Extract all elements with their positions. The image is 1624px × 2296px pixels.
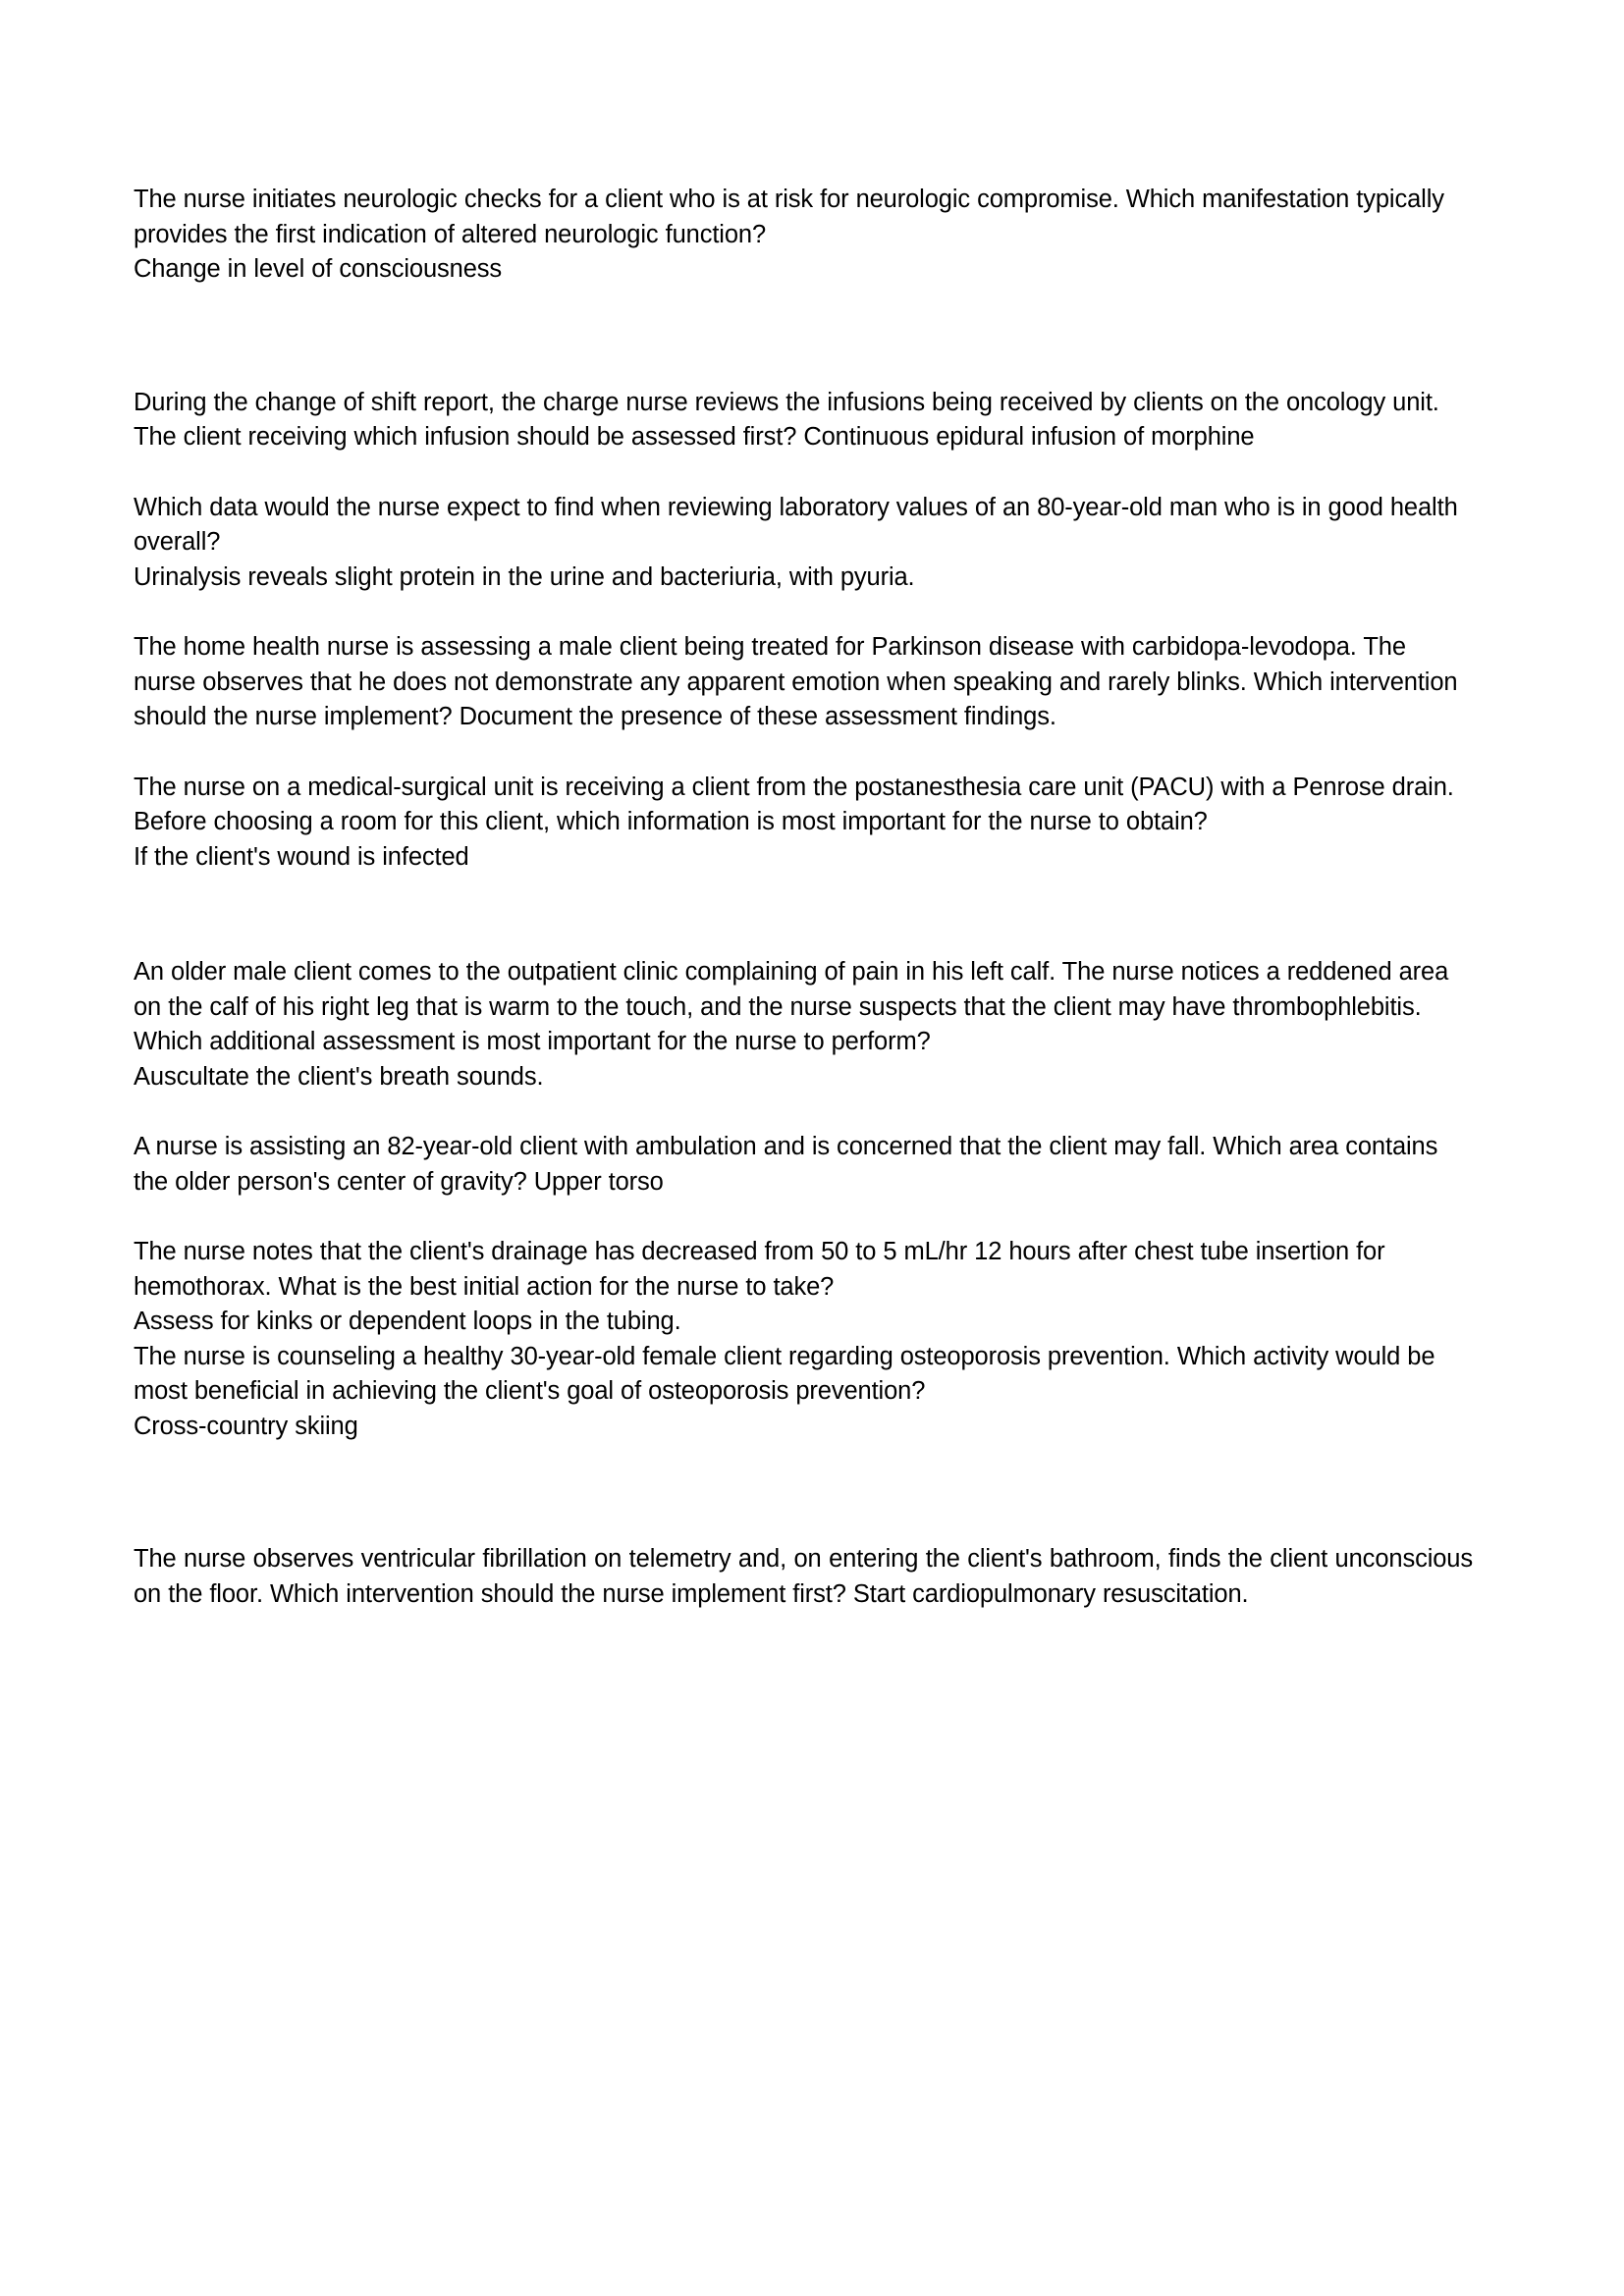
paragraph-spacer — [134, 1444, 1473, 1542]
paragraph-osteoporosis-question: The nurse is counseling a healthy 30-year-old female client regarding osteoporosis prevention. Which activity would be most beneficial in achieving the client's goal of osteoporosis prevention? — [134, 1342, 1435, 1405]
paragraph-thrombophlebitis-question: An older male client comes to the outpatient clinic complaining of pain in his left calf. The nurse notices a reddened area on the calf of his right leg that is warm to the touch, and the nurse suspects that the client may have thrombophlebitis. Which additional assessment is most important for the nurse to perform? — [134, 958, 1449, 1055]
paragraph-oncology-infusion: During the change of shift report, the charge nurse reviews the infusions being received by clients on the oncology unit. The client receiving which infusion should be assessed first? Continuous epidural infusion of morphine — [134, 388, 1439, 451]
document-text-column — [134, 183, 1473, 1612]
paragraph-thrombophlebitis-answer: Auscultate the client's breath sounds. — [134, 1062, 544, 1091]
paragraph-spacer — [134, 1200, 1473, 1235]
paragraph-ventricular-fibrillation: The nurse observes ventricular fibrillation on telemetry and, on entering the client's bathroom, finds the client unconscious on the floor. Which intervention should the nurse implement first? Start cardiopulmonary resuscitation. — [134, 1545, 1473, 1608]
paragraph-neuro-checks-question: The nurse initiates neurologic checks for a client who is at risk for neurologic compromise. Which manifestation typically provides the first indication of altered neurologic function? — [134, 186, 1444, 248]
paragraph-spacer — [134, 288, 1473, 386]
paragraph-spacer — [134, 875, 1473, 955]
paragraph-lab-values-answer: Urinalysis reveals slight protein in the urine and bacteriuria, with pyuria. — [134, 562, 915, 591]
paragraph-neuro-checks-answer: Change in level of consciousness — [134, 255, 503, 283]
paragraph-lab-values-question: Which data would the nurse expect to find when reviewing laboratory values of an 80-year-old man who is in good health overall? — [134, 493, 1458, 556]
paragraph-chest-tube-question: The nurse notes that the client's drainage has decreased from 50 to 5 mL/hr 12 hours after chest tube insertion for hemothorax. What is the best initial action for the nurse to take? — [134, 1238, 1385, 1301]
paragraph-parkinson: The home health nurse is assessing a male client being treated for Parkinson disease with carbidopa-levodopa. The nurse observes that he does not demonstrate any apparent emotion when speaking and rarely blinks. Which intervention should the nurse implement? Document the presence of these assessment findings. — [134, 633, 1458, 730]
paragraph-pacu-penrose-question: The nurse on a medical-surgical unit is receiving a client from the postanesthesia care unit (PACU) with a Penrose drain. Before choosing a room for this client, which information is most important for the nurse to obtain? — [134, 773, 1454, 835]
paragraph-pacu-penrose-answer: If the client's wound is infected — [134, 842, 469, 871]
paragraph-center-of-gravity: A nurse is assisting an 82-year-old client with ambulation and is concerned that the client may fall. Which area contains the older person's center of gravity? Upper torso — [134, 1133, 1438, 1196]
paragraph-spacer — [134, 1095, 1473, 1130]
paragraph-chest-tube-answer: Assess for kinks or dependent loops in the tubing. — [134, 1308, 681, 1335]
paragraph-spacer — [134, 455, 1473, 491]
paragraph-spacer — [134, 735, 1473, 771]
paragraph-osteoporosis-answer: Cross-country skiing — [134, 1412, 358, 1440]
paragraph-spacer — [134, 595, 1473, 630]
